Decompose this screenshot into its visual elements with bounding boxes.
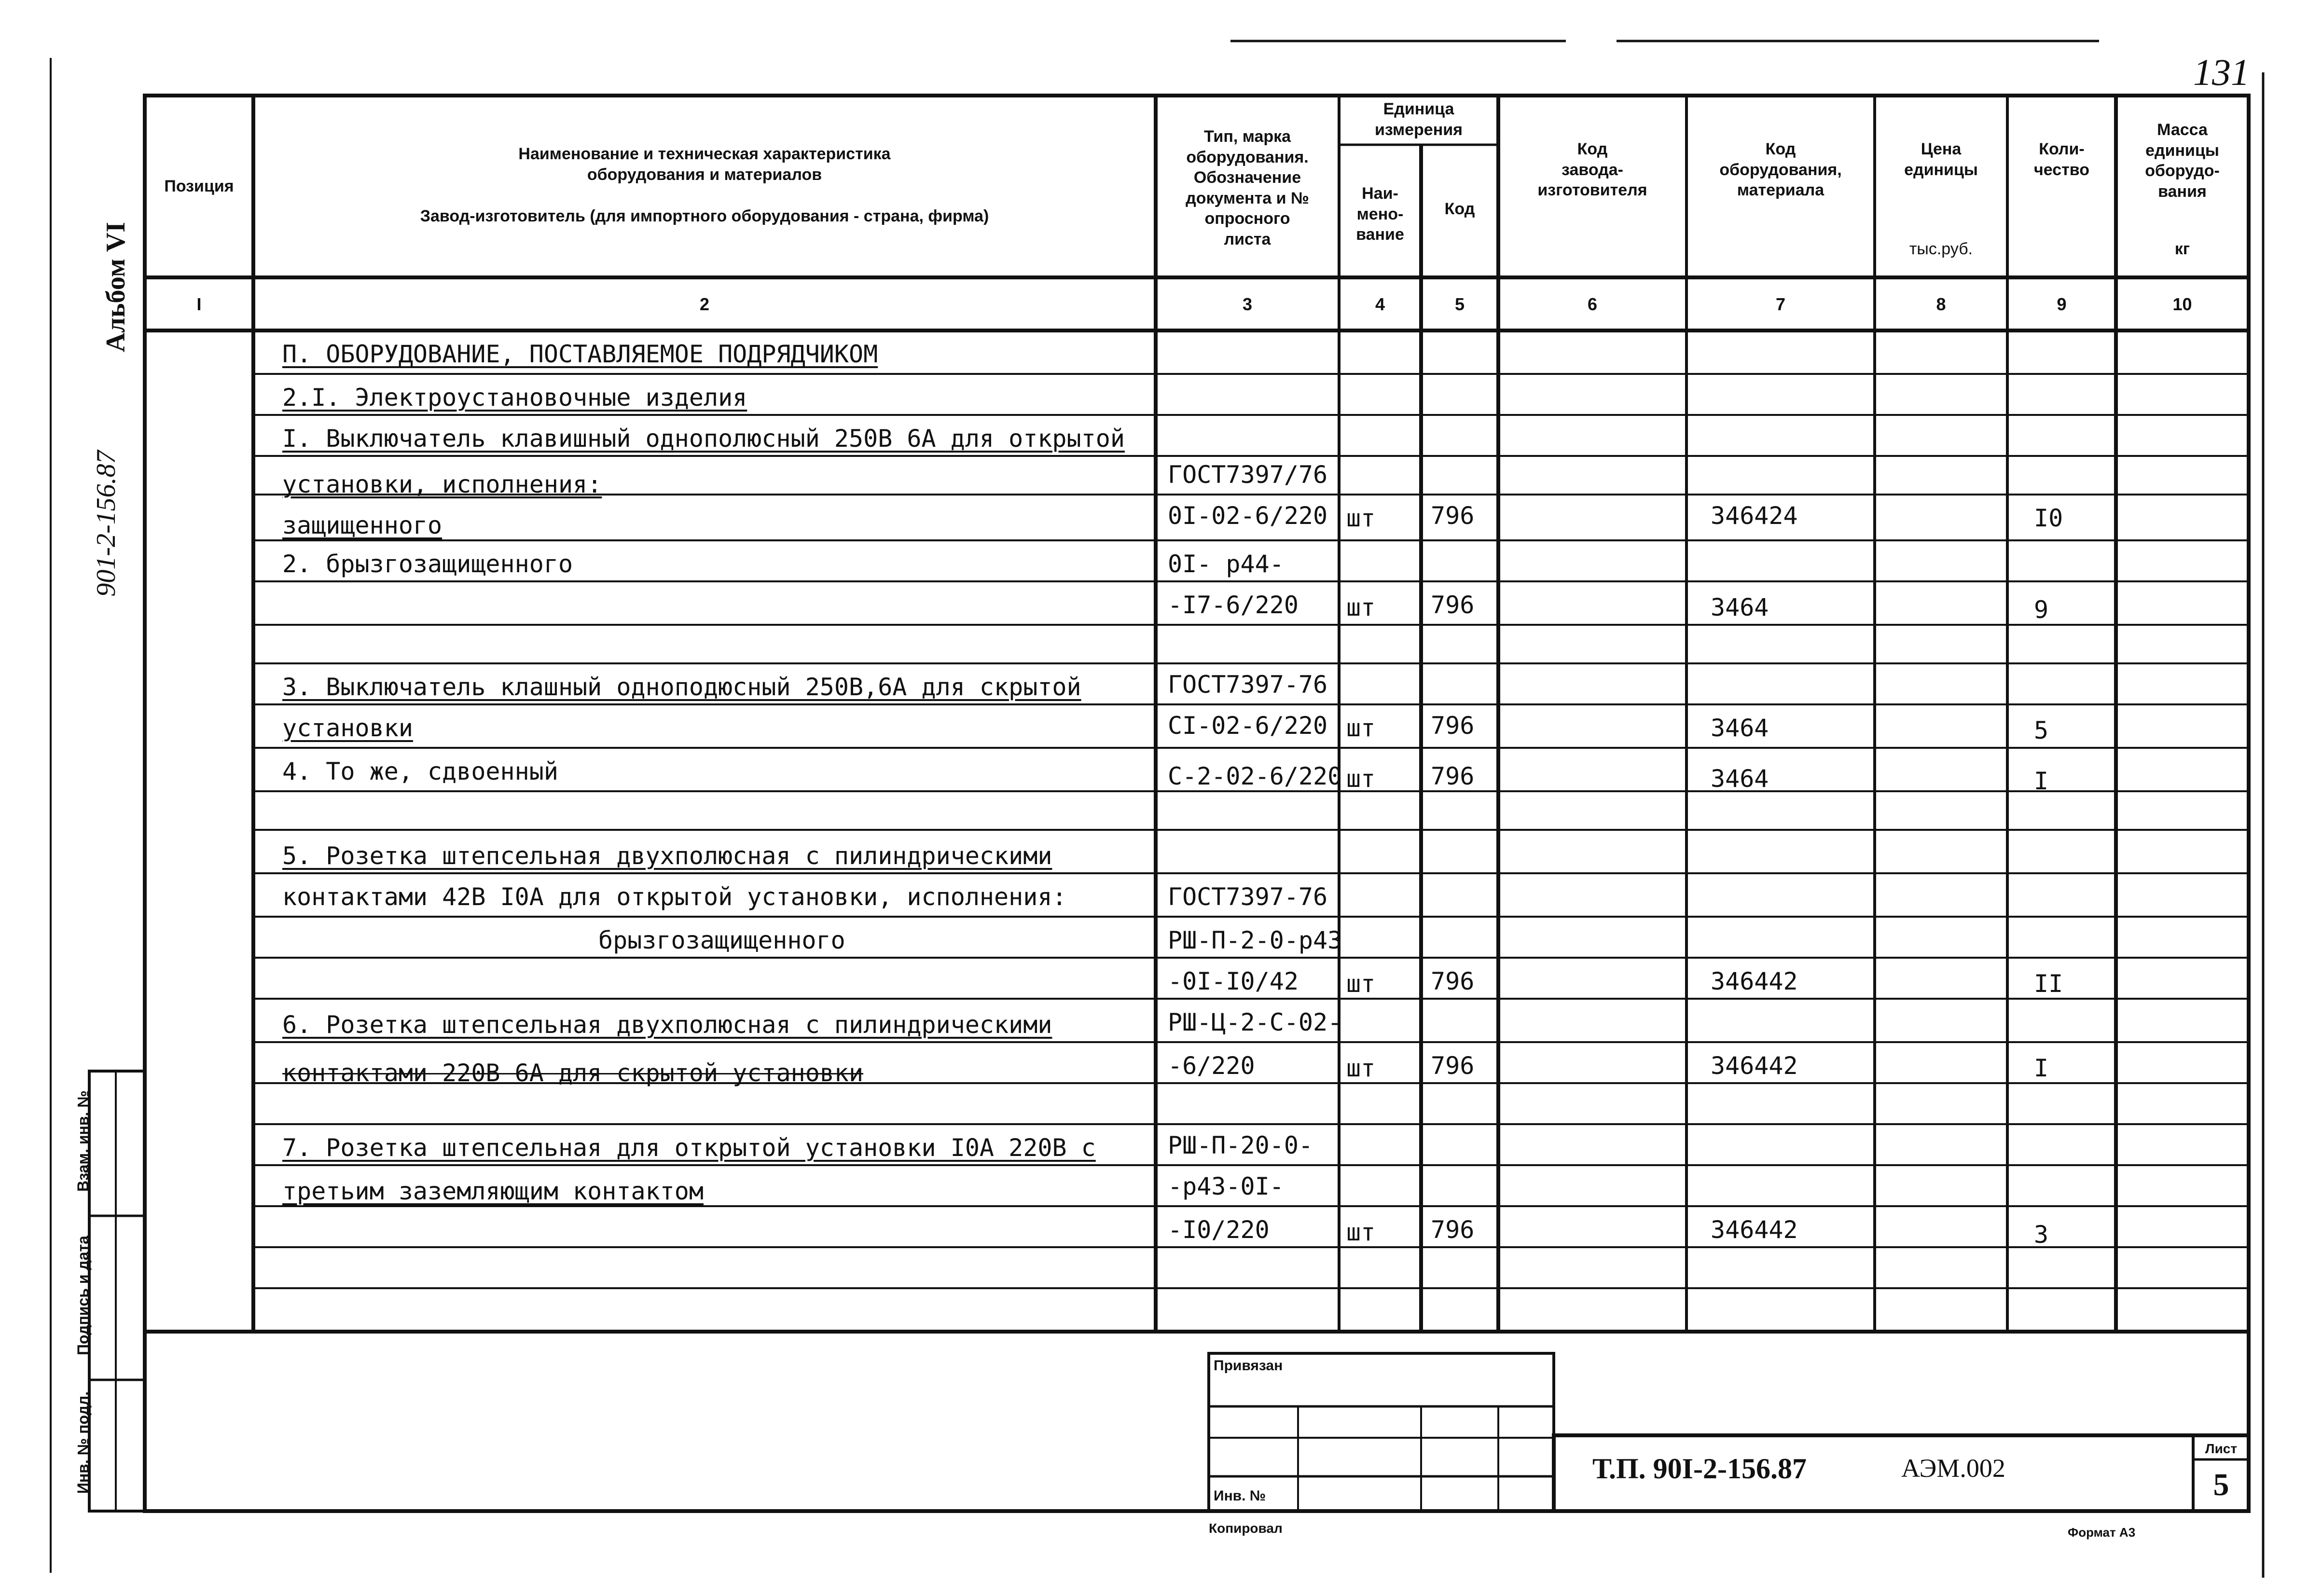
type-r15: РШ-Ц-2-С-02-	[1168, 1008, 1342, 1036]
colnum-8: 8	[1936, 294, 1946, 314]
type-r12: ГОСТ7397-76	[1168, 883, 1328, 911]
stamp-format: Формат А3	[2068, 1525, 2136, 1540]
type-r14: -0I-I0/42	[1168, 967, 1299, 995]
code-r7: 796	[1431, 591, 1475, 619]
header-type-l5: опросного	[1204, 209, 1290, 228]
header-type-l2: оборудования.	[1186, 148, 1309, 166]
type-r13: РШ-П-2-0-р43	[1168, 926, 1342, 954]
header-qty-l1: Коли-	[2039, 140, 2085, 158]
code-r19: 796	[1431, 1216, 1475, 1244]
type-r17: РШ-П-20-0-	[1168, 1131, 1313, 1159]
type-r4: ГОСТ7397/76	[1168, 461, 1328, 489]
header-mass-l2: единицы	[2145, 141, 2219, 160]
side-label-orig-inv: Инв. № подл.	[74, 1391, 92, 1494]
header-unit-name-l1: Наи-	[1362, 184, 1398, 203]
row-item-3-cont: установки	[282, 714, 413, 742]
corner-mark: 131	[2193, 51, 2250, 93]
project-code-vertical: 901-2-156.87	[91, 450, 121, 597]
header-unit-l1: Единица	[1383, 100, 1454, 118]
header-material-l2: оборудования,	[1719, 160, 1842, 179]
header-mass-l3: оборудо-	[2145, 162, 2220, 180]
qty-r19: 3	[2034, 1221, 2049, 1249]
row-item-4: 4. То же, сдвоенный	[282, 757, 558, 785]
qty-r9: 5	[2034, 716, 2049, 744]
unit-r19: шт	[1346, 1218, 1376, 1246]
colnum-6: 6	[1587, 294, 1598, 314]
unit-r16: шт	[1346, 1054, 1376, 1082]
unit-r9: шт	[1346, 714, 1376, 742]
header-position: Позиция	[164, 177, 234, 195]
header-price	[1875, 139, 2007, 180]
row-item-3: 3. Выключатель клашный одноподюсный 250В,6А для скрытой	[282, 673, 1081, 701]
colnum-1: I	[196, 294, 202, 314]
stamp-mark: АЭМ.002	[1901, 1454, 2005, 1483]
header-price-unit: тыс.руб.	[1909, 240, 1973, 258]
qty-r16: I	[2034, 1054, 2049, 1082]
matcode-r14: 346442	[1711, 967, 1798, 995]
header-factory-l1: Код	[1577, 140, 1608, 158]
colnum-10: 10	[2172, 294, 2192, 314]
header-type	[1156, 126, 1339, 249]
matcode-r19: 346442	[1711, 1216, 1798, 1244]
stamp-copied: Копировал	[1209, 1521, 1283, 1536]
header-factory-l3: изготовителя	[1537, 181, 1647, 199]
row-section-title: П. ОБОРУДОВАНИЕ, ПОСТАВЛЯЕМОЕ ПОДРЯДЧИКОМ	[282, 340, 878, 368]
header-factory-code	[1498, 139, 1686, 201]
code-r10: 796	[1431, 762, 1475, 790]
stamp-privyazan: Привязан	[1214, 1358, 1283, 1374]
code-r5: 796	[1431, 502, 1475, 530]
header-type-l6: листа	[1224, 230, 1271, 248]
type-r5: 0I-02-6/220	[1168, 502, 1328, 530]
row-item-1-variant: защищенного	[282, 511, 442, 539]
header-name-line3: Завод-изготовитель (для импортного оборудования - страна, фирма)	[420, 207, 989, 225]
matcode-r16: 346442	[1711, 1052, 1798, 1080]
header-name-line2: оборудования и материалов	[587, 165, 822, 184]
header-qty	[2007, 139, 2116, 180]
side-label-replace-inv: Взам. инв. №	[74, 1090, 92, 1192]
matcode-r5: 346424	[1711, 502, 1798, 530]
stamp-sheet-label: Лист	[2205, 1441, 2238, 1456]
code-r9: 796	[1431, 712, 1475, 740]
album-label: Альбом VI	[101, 221, 131, 353]
header-unit-l2: измерения	[1375, 120, 1463, 139]
row-item-1-cont: установки, исполнения:	[282, 470, 602, 498]
header-mass-unit: кг	[2174, 240, 2190, 258]
type-r19: -I0/220	[1168, 1216, 1270, 1244]
header-factory-l2: завода-	[1562, 160, 1623, 179]
row-item-6-cont: контактами 220В 6А для скрытой установки	[282, 1059, 864, 1087]
stamp-sheet-number: 5	[2213, 1467, 2229, 1502]
unit-r10: шт	[1346, 765, 1376, 793]
type-r6: 0I- р44-	[1168, 550, 1284, 578]
row-item-5: 5. Розетка штепсельная двухполюсная с пилиндрическими	[282, 842, 1052, 870]
header-mass-l1: Масса	[2157, 121, 2208, 139]
unit-r7: шт	[1346, 593, 1376, 621]
header-material-l1: Код	[1765, 140, 1796, 158]
header-material-l3: материала	[1737, 181, 1824, 199]
row-item-6: 6. Розетка штепсельная двухполюсная с пилиндрическими	[282, 1011, 1052, 1039]
qty-r5: I0	[2034, 504, 2063, 532]
row-item-1: I. Выключатель клавишный однополюсный 250В 6А для открытой	[282, 425, 1125, 453]
colnum-3: 3	[1242, 294, 1253, 314]
unit-r5: шт	[1346, 504, 1376, 532]
header-unit-group	[1339, 99, 1498, 140]
type-r9: CI-02-6/220	[1168, 712, 1328, 740]
header-unit-name-l3: вание	[1356, 225, 1404, 244]
colnum-4: 4	[1375, 294, 1385, 314]
row-subsection: 2.I. Электроустановочные изделия	[282, 384, 747, 412]
header-name	[253, 144, 1156, 227]
matcode-r7: 3464	[1711, 593, 1769, 621]
type-r18: -р43-0I-	[1168, 1172, 1284, 1200]
qty-r10: I	[2034, 767, 2049, 795]
row-item-5-variant: брызгозащищенного	[598, 926, 845, 954]
colnum-2: 2	[699, 294, 710, 314]
code-r16: 796	[1431, 1052, 1475, 1080]
row-item-7: 7. Розетка штепсельная для открытой установки I0А 220В с	[282, 1134, 1096, 1162]
type-r7: -I7-6/220	[1168, 591, 1299, 619]
header-unit-name	[1339, 183, 1421, 245]
stamp-doc-code: Т.П. 90I-2-156.87	[1592, 1453, 1807, 1485]
header-name-line1: Наименование и техническая характеристика	[518, 145, 891, 163]
type-r16: -6/220	[1168, 1052, 1255, 1080]
header-material-code	[1686, 139, 1875, 201]
type-r8: ГОСТ7397-76	[1168, 671, 1328, 699]
header-qty-l2: чество	[2034, 160, 2089, 179]
qty-r7: 9	[2034, 596, 2049, 624]
colnum-5: 5	[1454, 294, 1465, 314]
side-label-sign-date: Подпись и дата	[74, 1236, 92, 1355]
header-price-l2: единицы	[1904, 160, 1978, 179]
header-type-l4: документа и №	[1186, 189, 1309, 207]
row-item-2: 2. брызгозащищенного	[282, 550, 573, 578]
header-mass-l4: вания	[2158, 182, 2207, 201]
unit-r14: шт	[1346, 970, 1376, 998]
matcode-r9: 3464	[1711, 714, 1769, 742]
qty-r14: II	[2034, 970, 2063, 998]
header-price-l1: Цена	[1921, 140, 1962, 158]
row-item-7-cont: третьим заземляющим контактом	[282, 1177, 704, 1205]
row-item-5-cont: контактами 42В I0А для открытой установки, исполнения:	[282, 883, 1067, 911]
header-type-l1: Тип, марка	[1203, 127, 1291, 146]
header-type-l3: Обозначение	[1193, 168, 1301, 187]
header-unit-name-l2: мено-	[1356, 205, 1404, 223]
header-unit-code: Код	[1444, 200, 1475, 218]
header-mass	[2116, 120, 2249, 202]
code-r14: 796	[1431, 967, 1475, 995]
colnum-7: 7	[1775, 294, 1786, 314]
stamp-inv: Инв. №	[1214, 1488, 1266, 1504]
type-r10: С-2-02-6/220	[1168, 762, 1342, 790]
colnum-9: 9	[2057, 294, 2067, 314]
matcode-r10: 3464	[1711, 765, 1769, 793]
